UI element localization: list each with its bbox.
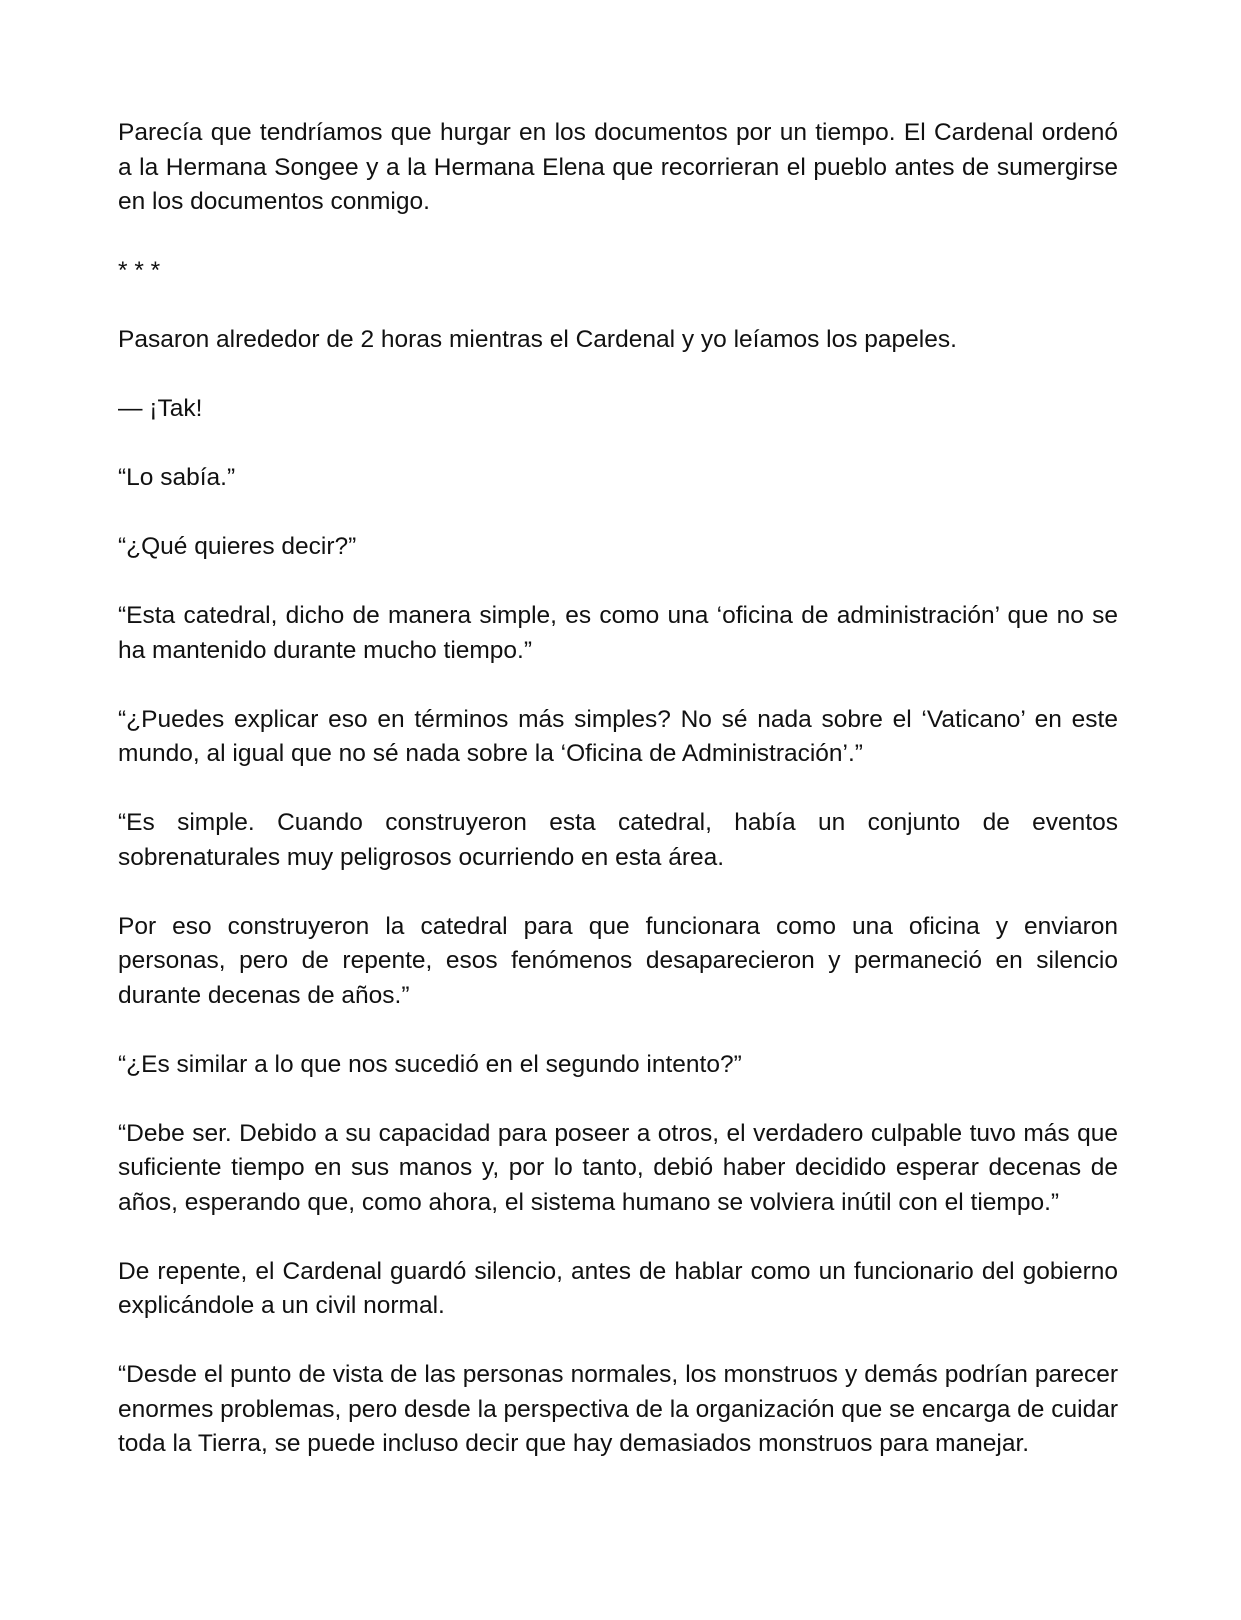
paragraph-7: “Esta catedral, dicho de manera simple, es como una ‘oficina de administración’ que no se ha mantenido durante mucho tiempo.”: [118, 602, 1118, 664]
paragraph-4: — ¡Tak!: [118, 395, 203, 422]
paragraph-9: “Es simple. Cuando construyeron esta catedral, había un conjunto de eventos sobrenaturales muy peligrosos ocurriendo en esta área.: [118, 809, 1118, 871]
paragraph-5: “Lo sabía.”: [118, 464, 236, 491]
paragraph-14: “Desde el punto de vista de las personas normales, los monstruos y demás podrían parecer enormes problemas, pero desde la perspectiva de la organización que se encarga de cuidar toda la Tierra, se puede incluso decir que hay demasiados monstruos para manejar.: [118, 1361, 1118, 1457]
paragraph-1: Parecía que tendríamos que hurgar en los documentos por un tiempo. El Cardenal ordenó a la Hermana Songee y a la Hermana Elena que recorrieran el pueblo antes de sumergirse en los documentos conmigo.: [118, 119, 1118, 215]
paragraph-10: Por eso construyeron la catedral para que funcionara como una oficina y enviaron personas, pero de repente, esos fenómenos desaparecieron y permaneció en silencio durante decenas de años.”: [118, 912, 1118, 1009]
paragraph-6: “¿Qué quieres decir?”: [118, 533, 357, 560]
paragraph-12: “Debe ser. Debido a su capacidad para poseer a otros, el verdadero culpable tuvo más que suficiente tiempo en sus manos y, por lo tanto, debió haber decidido esperar decenas de años, esperando que, como ahora, el sistema humano se volviera inútil con el tiempo.”: [118, 1119, 1118, 1216]
document-body: [118, 116, 1118, 1462]
paragraph-13: De repente, el Cardenal guardó silencio, antes de hablar como un funcionario del gobierno explicándole a un civil normal.: [118, 1257, 1118, 1319]
scene-break: * * *: [118, 257, 161, 284]
paragraph-11: “¿Es similar a lo que nos sucedió en el segundo intento?”: [118, 1050, 742, 1078]
paragraph-3: Pasaron alrededor de 2 horas mientras el Cardenal y yo leíamos los papeles.: [118, 326, 957, 353]
paragraph-8: “¿Puedes explicar eso en términos más simples? No sé nada sobre el ‘Vaticano’ en este mundo, al igual que no sé nada sobre la ‘Oficina de Administración’.”: [118, 705, 1118, 767]
